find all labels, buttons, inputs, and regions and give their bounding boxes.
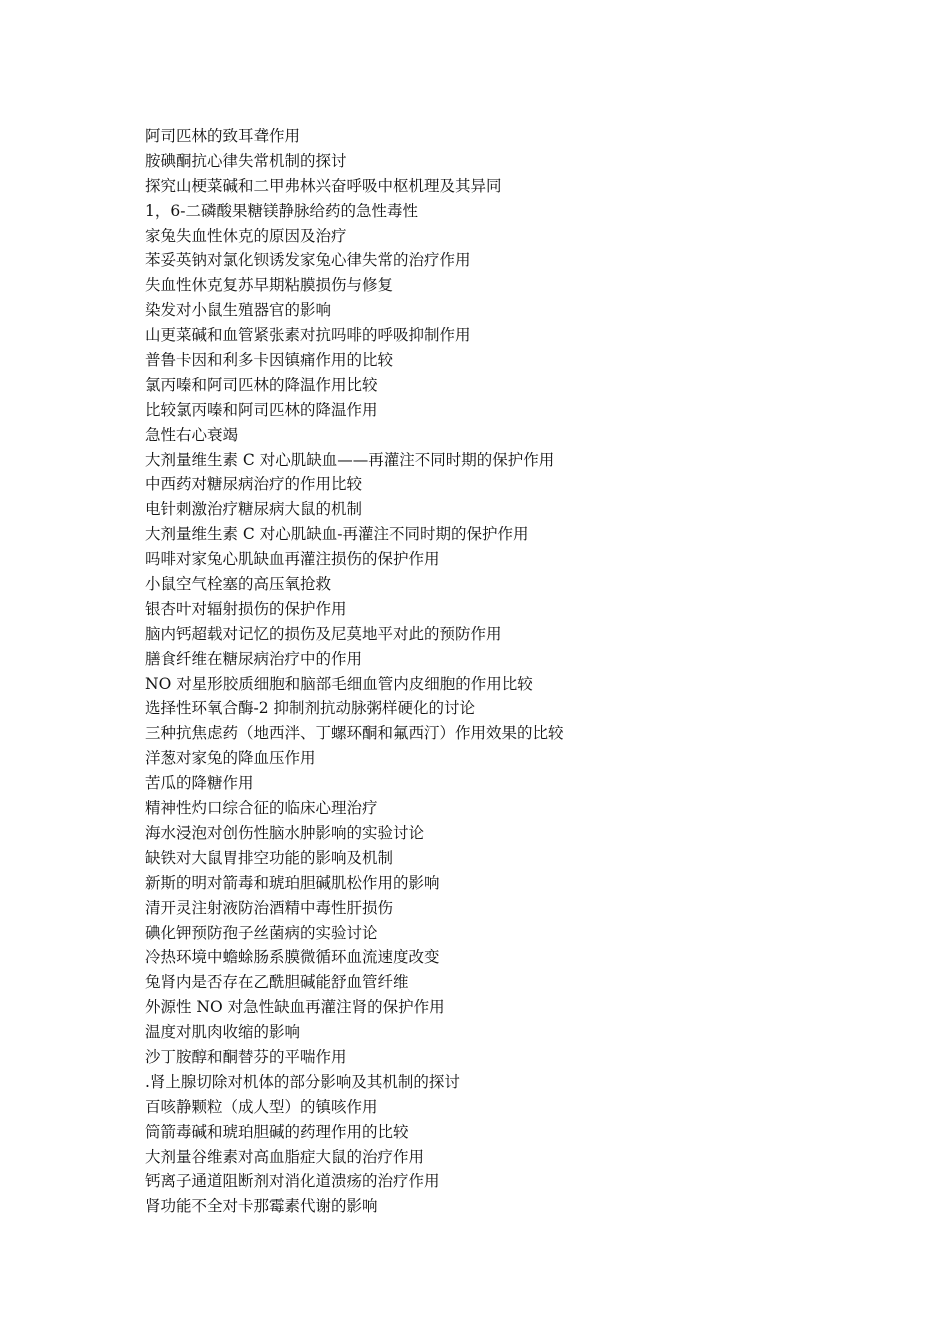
list-item: 沙丁胺醇和酮替芬的平喘作用 [145,1047,347,1066]
list-item: 银杏叶对辐射损伤的保护作用 [145,599,347,618]
list-item: 温度对肌肉收缩的影响 [145,1023,301,1042]
list-item: 家兔失血性休克的原因及治疗 [145,226,347,245]
list-item: 普鲁卡因和利多卡因镇痛作用的比较 [145,351,394,370]
list-item: 选择性环氧合酶-2 抑制剂抗动脉粥样硬化的讨论 [145,699,476,718]
list-item: 新斯的明对箭毒和琥珀胆碱肌松作用的影响 [145,873,440,892]
list-item: 探究山梗菜碱和二甲弗林兴奋呼吸中枢机理及其异同 [145,176,502,195]
list-item: 兔肾内是否存在乙酰胆碱能舒血管纤维 [145,973,409,992]
list-item: 清开灵注射液防治酒精中毒性肝损伤 [145,898,394,917]
list-item: NO 对星形胶质细胞和脑部毛细血管内皮细胞的作用比较 [145,674,533,693]
list-item: 大剂量维生素 C 对心肌缺血——再灌注不同时期的保护作用 [145,450,555,469]
list-item: 海水浸泡对创伤性脑水肿影响的实验讨论 [145,823,425,842]
list-item: 冷热环境中蟾蜍肠系膜微循环血流速度改变 [145,948,440,967]
list-item: 脑内钙超载对记忆的损伤及尼莫地平对此的预防作用 [145,624,502,643]
list-item: 三种抗焦虑药（地西泮、丁螺环酮和氟西汀）作用效果的比较 [145,724,564,743]
list-item: .肾上腺切除对机体的部分影响及其机制的探讨 [145,1072,460,1091]
list-item: 失血性休克复苏早期粘膜损伤与修复 [145,276,394,295]
list-item: 比较氯丙嗪和阿司匹林的降温作用 [145,400,378,419]
list-item: 肾功能不全对卡那霉素代谢的影响 [145,1197,378,1216]
list-item: 苯妥英钠对氯化钡诱发家兔心律失常的治疗作用 [145,251,471,270]
list-item: 山更菜碱和血管紧张素对抗吗啡的呼吸抑制作用 [145,326,471,345]
list-item: 染发对小鼠生殖器官的影响 [145,301,332,320]
list-item: 大剂量维生素 C 对心肌缺血-再灌注不同时期的保护作用 [145,525,529,544]
list-item: 碘化钾预防孢子丝菌病的实验讨论 [145,923,378,942]
list-item: 1，6-二磷酸果糖镁静脉给药的急性毒性 [145,201,418,220]
list-item: 缺铁对大鼠胃排空功能的影响及机制 [145,848,394,867]
list-item: 膳食纤维在糖尿病治疗中的作用 [145,649,363,668]
list-item: 外源性 NO 对急性缺血再灌注肾的保护作用 [145,998,445,1017]
list-item: 大剂量谷维素对高血脂症大鼠的治疗作用 [145,1147,425,1166]
list-item: 胺碘酮抗心律失常机制的探讨 [145,151,347,170]
list-item: 电针刺激治疗糖尿病大鼠的机制 [145,500,363,519]
list-item: 钙离子通道阻断剂对消化道溃疡的治疗作用 [145,1172,440,1191]
list-item: 百咳静颗粒（成人型）的镇咳作用 [145,1097,378,1116]
list-item: 精神性灼口综合征的临床心理治疗 [145,799,378,818]
list-item: 吗啡对家兔心肌缺血再灌注损伤的保护作用 [145,550,440,569]
list-item: 急性右心衰竭 [145,425,239,444]
list-item: 阿司匹林的致耳聋作用 [145,127,301,145]
list-item: 中西药对糖尿病治疗的作用比较 [145,475,363,494]
list-item: 小鼠空气栓塞的高压氧抢救 [145,575,332,594]
list-item: 氯丙嗪和阿司匹林的降温作用比较 [145,375,378,394]
list-item: 苦瓜的降糖作用 [145,774,254,793]
list-item: 洋葱对家兔的降血压作用 [145,749,316,768]
list-item: 筒箭毒碱和琥珀胆碱的药理作用的比较 [145,1122,409,1141]
research-title-list [145,124,865,1219]
